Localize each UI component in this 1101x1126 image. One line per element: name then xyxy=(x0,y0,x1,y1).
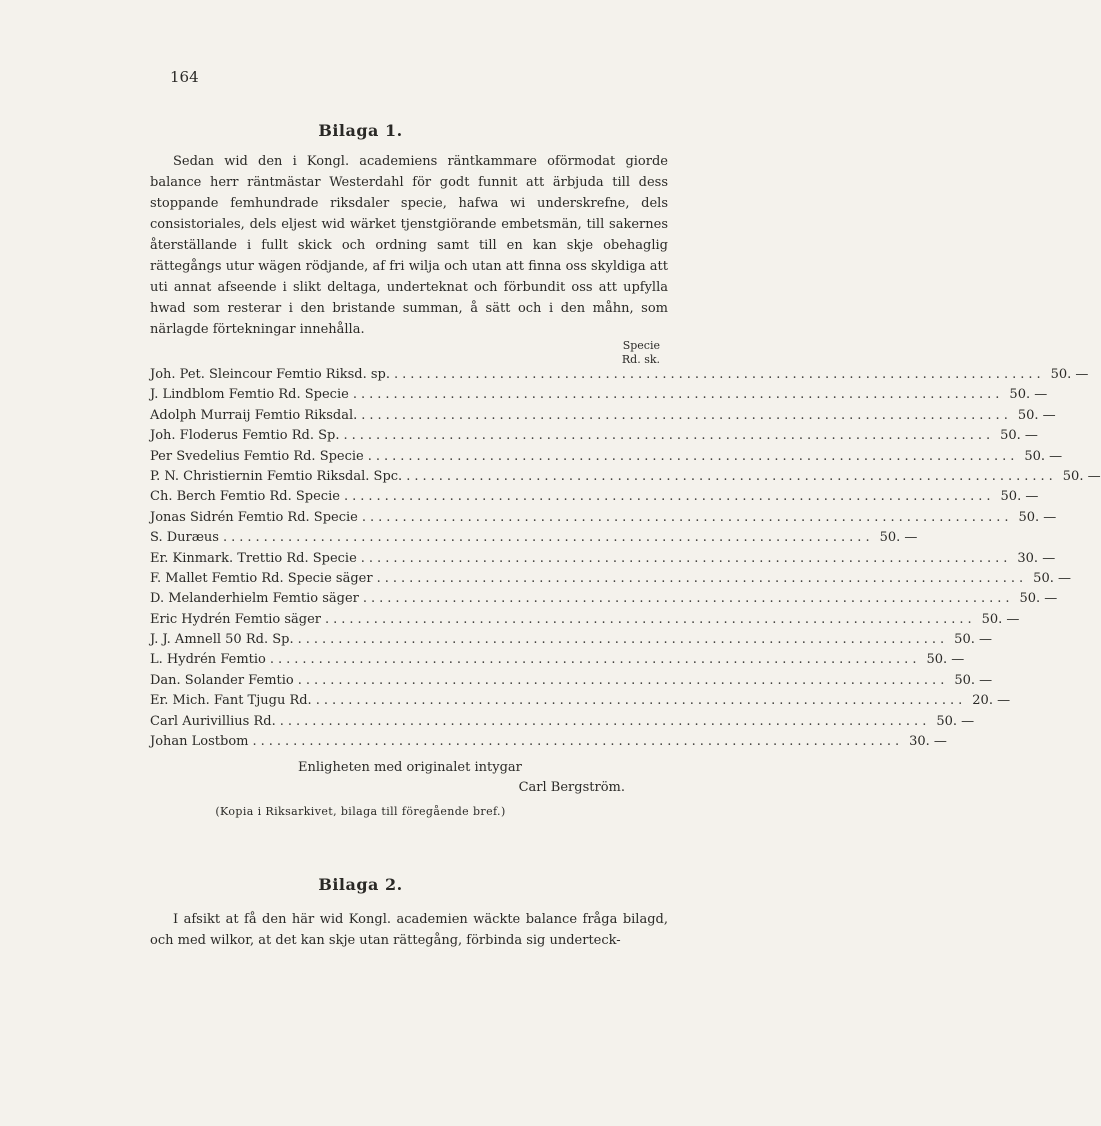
subscriber-name: Er. Kinmark. Trettio Rd. Specie xyxy=(150,550,357,566)
subscription-amount: 50. — xyxy=(1033,570,1071,586)
list-item xyxy=(150,528,918,548)
subscriber-name: S. Duræus xyxy=(150,530,219,546)
dot-leader: ................................................................................ xyxy=(394,367,1045,382)
section-2-paragraph: I afsikt at få den här wid Kongl. academien wäckte balance fråga bilagd, och med wilkor, at det kan skje utan rättegång, förbinda sig underteck- xyxy=(150,912,668,948)
dot-leader: ................................................................................ xyxy=(325,611,976,627)
dot-leader: ................................................................................ xyxy=(376,570,1028,586)
subscription-amount: 30. — xyxy=(909,734,947,750)
subscription-amount: 50. — xyxy=(954,672,993,688)
dot-leader: ................................................................................ xyxy=(297,632,949,648)
subscription-amount: 50. — xyxy=(1018,509,1057,525)
section-heading-bilaga-2: Bilaga 2. xyxy=(318,875,403,894)
subscriber-name: J. Lindblom Femtio Rd. Specie xyxy=(150,387,349,403)
list-item xyxy=(150,365,1089,385)
dot-leader: ................................................................................ xyxy=(269,652,921,668)
list-item xyxy=(150,508,1057,528)
subscription-amount: 50. — xyxy=(1000,489,1039,505)
subscriber-name: Joh. Floderus Femtio Rd. Sp. xyxy=(150,428,340,444)
subscription-amount: 50. — xyxy=(936,713,975,729)
list-item xyxy=(150,712,975,732)
subscription-amount: 50. — xyxy=(1000,428,1038,444)
list-item xyxy=(150,671,993,691)
dot-leader: ................................................................................ xyxy=(352,387,1004,403)
archive-note: (Kopia i Riksarkivet, bilaga till föregående bref.) xyxy=(215,805,506,818)
subscription-amount: 50. — xyxy=(1019,591,1058,607)
subscription-amount: 50. — xyxy=(879,530,918,546)
list-item xyxy=(150,406,1056,426)
subscriber-name: J. J. Amnell 50 Rd. Sp. xyxy=(150,632,294,648)
subscription-amount: 30. — xyxy=(1017,550,1056,566)
dot-leader: ................................................................................ xyxy=(343,489,995,505)
list-item xyxy=(150,610,1020,630)
subscriber-name: L. Hydrén Femtio xyxy=(150,652,266,668)
subscription-list xyxy=(150,365,1101,752)
list-item xyxy=(150,589,1058,609)
dot-leader: ................................................................................ xyxy=(361,407,1012,423)
subscriber-name: Joh. Pet. Sleincour Femtio Riksd. sp. xyxy=(150,367,391,382)
list-item xyxy=(150,549,1056,569)
subscription-amount: 50. — xyxy=(981,611,1020,627)
list-item xyxy=(150,650,965,670)
subscriber-name: Er. Mich. Fant Tjugu Rd. xyxy=(150,693,312,709)
list-item xyxy=(150,487,1039,507)
subscriber-name: Adolph Murraij Femtio Riksdal. xyxy=(150,407,358,423)
subscription-amount: 50. — xyxy=(1009,387,1048,403)
dot-leader: ................................................................................ xyxy=(252,734,904,750)
list-item xyxy=(150,447,1063,467)
section-heading-bilaga-1: Bilaga 1. xyxy=(318,121,403,140)
dot-leader: ................................................................................ xyxy=(406,468,1057,484)
dot-leader: ................................................................................ xyxy=(362,591,1014,607)
list-item xyxy=(150,385,1048,405)
subscriber-name: Per Svedelius Femtio Rd. Specie xyxy=(150,448,364,464)
list-item xyxy=(150,732,947,752)
dot-leader: ................................................................................ xyxy=(315,693,967,709)
subscription-amount: 50. — xyxy=(1050,367,1089,382)
subscriber-name: Jonas Sidrén Femtio Rd. Specie xyxy=(150,509,358,525)
subscription-amount: 50. — xyxy=(954,632,992,648)
subscriber-name: Johan Lostbom xyxy=(150,734,249,750)
list-item xyxy=(150,630,992,650)
dot-leader: ................................................................................ xyxy=(361,509,1013,525)
subscriber-name: D. Melanderhielm Femtio säger xyxy=(150,591,359,607)
subscription-amount: 50. — xyxy=(1017,407,1056,423)
column-header-rd-sk: Rd. sk. xyxy=(621,353,660,366)
dot-leader: ................................................................................ xyxy=(360,550,1012,566)
attestation-text: Enligheten med originalet intygar xyxy=(298,760,522,775)
signer-name: Carl Bergström. xyxy=(518,780,625,795)
dot-leader: ................................................................................ xyxy=(343,428,995,444)
subscription-amount: 50. — xyxy=(1024,448,1063,464)
subscription-amount: 50. — xyxy=(926,652,965,668)
list-item xyxy=(150,691,1011,711)
subscription-amount: 50. — xyxy=(1062,468,1101,484)
dot-leader: ................................................................................ xyxy=(222,530,874,546)
subscriber-name: Carl Aurivillius Rd. xyxy=(150,713,276,729)
page-number: 164 xyxy=(170,68,199,86)
subscriber-name: P. N. Christiernin Femtio Riksdal. Spc. xyxy=(150,468,403,484)
subscriber-name: Eric Hydrén Femtio säger xyxy=(150,611,322,627)
dot-leader: ................................................................................ xyxy=(297,672,949,688)
subscriber-name: Ch. Berch Femtio Rd. Specie xyxy=(150,489,340,505)
list-item xyxy=(150,569,1071,589)
list-item xyxy=(150,467,1101,487)
dot-leader: ................................................................................ xyxy=(279,713,931,729)
subscription-amount: 20. — xyxy=(972,693,1011,709)
dot-leader: ................................................................................ xyxy=(367,448,1019,464)
list-item xyxy=(150,426,1038,446)
column-header-specie: Specie xyxy=(622,339,660,352)
section-1-paragraph: Sedan wid den i Kongl. academiens räntkammare oförmodat giorde balance herr räntmästar Westerdahl för godt funnit att ärbjuda till dess stoppande femhundrade riksdaler specie, hafwa wi underskrefne, dels consistoriales, dels eljest wid wärket tjenstgiörande embetsmän, till sakernes återställande i fullt skick och ordning samt till en kan skje obehaglig rättegångs utur wägen rödjande, af fri wilja och utan att finna oss skyldiga att uti annat afseende i slikt deltaga, underteknat och förbundit oss att upfylla hwad som resterar i den bristande summan, å sätt och i den måhn, som närlagde förtekningar innehålla. xyxy=(150,154,668,337)
subscriber-name: F. Mallet Femtio Rd. Specie säger xyxy=(150,570,373,586)
subscriber-name: Dan. Solander Femtio xyxy=(150,672,294,688)
